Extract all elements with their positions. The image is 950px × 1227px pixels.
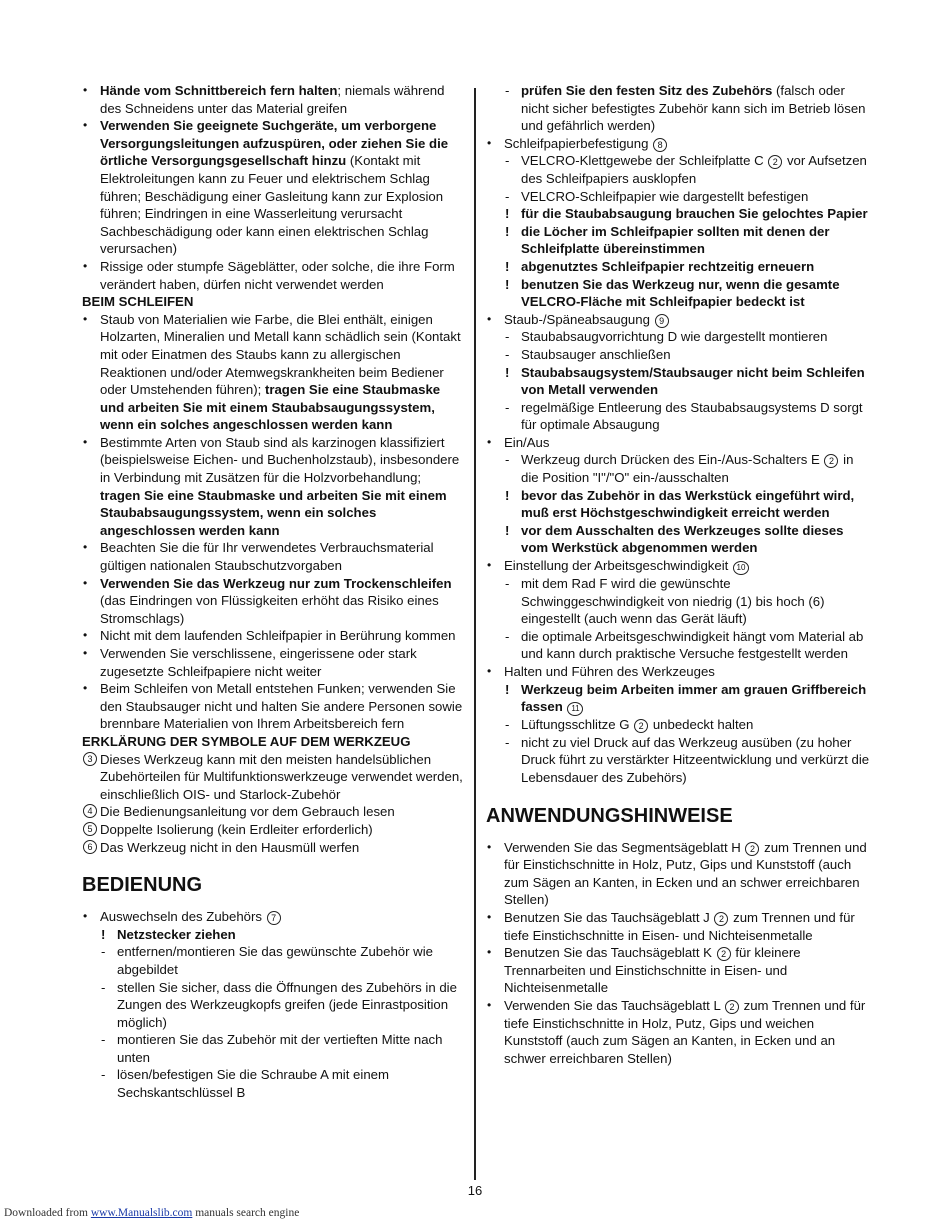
circled-number-icon: 8: [653, 138, 667, 152]
list-item: • Verwenden Sie das Tauchsägeblatt L 2 zum Trennen und für tiefe Einstichschnitte in Holz, Putz, Gips und weichen Kunststoff (auch zum Sägen an Kanten, in Ecken und an schwer erreichbaren Stellen): [487, 997, 866, 1066]
sub-item: - VELCRO-Schleifpapier wie dargestellt befestigen: [505, 188, 809, 204]
circled-number-icon: 3: [83, 752, 97, 766]
sub-item: ! abgenutztes Schleifpapier rechtzeitig erneuern: [505, 258, 815, 274]
sub-item: ! Werkzeug beim Arbeiten immer am grauen Griffbereich fassen 11: [505, 681, 867, 715]
circled-number-icon: 10: [733, 561, 749, 575]
list-item: • Benutzen Sie das Tauchsägeblatt J 2 zum Trennen und für tiefe Einstichschnitte in Eisen- und Nichteisenmetalle: [487, 909, 855, 943]
symbol-item: 4 Die Bedienungsanleitung vor dem Gebrauch lesen: [82, 803, 465, 821]
footer-link[interactable]: www.Manualslib.com: [90, 1207, 193, 1219]
sub-item: ! benutzen Sie das Werkzeug nur, wenn die gesamte VELCRO-Fläche mit Schleifpapier bedeckt ist: [505, 276, 840, 310]
circled-number-icon: 7: [267, 911, 281, 925]
circled-number-icon: 11: [567, 702, 583, 716]
list-item: • Ein/Aus: [487, 434, 550, 450]
list-item: • Schleifpapierbefestigung 8: [486, 135, 870, 153]
symbol-item: 6 Das Werkzeug nicht in den Hausmüll werfen: [82, 839, 465, 857]
list-item: • Hände vom Schnittbereich fern halten; niemals während des Schneidens unter das Material greifen: [83, 83, 445, 116]
list-item: • Bestimmte Arten von Staub sind als karzinogen klassifiziert (beispielsweise Eichen- und Buchenholzstaub), insbesondere in Verbindung mit Zusätzen für die Holzvorbehandlung; tragen Sie eine Staubmaske und arbeiten Sie mit einem Staubabsaugungssystem, wenn ein solches angeschlossen werden kann: [83, 434, 460, 538]
circled-number-icon: 6: [83, 840, 97, 854]
list-item: • Staub-/Späneabsaugung 9: [486, 311, 870, 329]
sub-item: ! für die Staubabsaugung brauchen Sie gelochtes Papier: [505, 206, 868, 222]
footer-suffix: manuals search engine: [192, 1207, 300, 1219]
sub-item: - montieren Sie das Zubehör mit der vertieften Mitte nach unten: [101, 1032, 443, 1065]
list-item: • Verwenden Sie das Segmentsägeblatt H 2 zum Trennen und für Einstichschnitte in Holz, Putz, Gips und Kunststoff (auch zum Sägen an Kanten, in Ecken und an schwer erreichbaren Stellen): [487, 839, 867, 908]
symbol-item: 3 Dieses Werkzeug kann mit den meisten handelsüblichen Zubehörteilen für Multifunktionswerkzeuge verwendet werden, einschließlich OIS- und Starlock-Zubehör: [82, 751, 465, 804]
section-heading-symbole: ERKLÄRUNG DER SYMBOLE AUF DEM WERKZEUG: [82, 733, 411, 749]
sub-item: - regelmäßige Entleerung des Staubabsaugsystems D sorgt für optimale Absaugung: [505, 399, 863, 433]
circled-number-icon: 2: [717, 947, 731, 961]
sub-item: - entfernen/montieren Sie das gewünschte Zubehör wie abgebildet: [101, 944, 433, 977]
footer-prefix: Downloaded from: [4, 1207, 91, 1219]
sub-item: - Staubabsaugvorrichtung D wie dargestellt montieren: [505, 329, 828, 345]
list-item: • Halten und Führen des Werkzeuges: [487, 664, 715, 679]
list-item: • Staub von Materialien wie Farbe, die Blei enthält, einigen Holzarten, Mineralien und Metall kann schädlich sein (Kontakt mit oder Einatmen des Staubs kann zu allergischen Reaktionen und/oder Atemwegskrankheiten beim Bediener oder Umstehenden führen); tragen Sie eine Staubmaske und arbeiten Sie mit einem Staubabsaugungssystem, wenn ein solches angeschlossen werden kann: [83, 311, 461, 433]
heading-anwendungshinweise: ANWENDUNGSHINWEISE: [486, 804, 733, 827]
sub-item: - stellen Sie sicher, dass die Öffnungen des Zubehörs in die Zungen des Werkzeugkopfs greifen (jede Einrastposition möglich): [101, 979, 457, 1030]
circled-number-icon: 5: [83, 822, 97, 836]
section-heading-beim-schleifen: BEIM SCHLEIFEN: [82, 294, 194, 310]
list-item: • Verwenden Sie geeignete Suchgeräte, um verborgene Versorgungsleitungen aufzuspüren, oder ziehen Sie die örtliche Versorgungsgesellschaft hinzu (Kontakt mit Elektroleitungen kann zu Feuer und elektrischem Schlag führen; Beschädigung einer Gasleitung kann zur Explosion führen; Eindringen in eine Wasserleitung verursacht Sachbeschädigung oder kann einen elektrischen Schlag verursachen): [83, 118, 449, 257]
page-number: 16: [467, 1183, 483, 1198]
symbol-item: 5 Doppelte Isolierung (kein Erdleiter erforderlich): [82, 821, 465, 839]
list-item: • Auswechseln des Zubehörs 7: [82, 908, 465, 926]
sub-item: - mit dem Rad F wird die gewünschte Schwinggeschwindigkeit von niedrig (1) bis hoch (6) eingestellt (auch wenn das Gerät läuft): [505, 576, 825, 627]
circled-number-icon: 2: [768, 155, 782, 169]
list-item: • Verwenden Sie das Werkzeug nur zum Trockenschleifen (das Eindringen von Flüssigkeiten erhöht das Risiko eines Stromschlags): [83, 575, 452, 626]
list-item: • Rissige oder stumpfe Sägeblätter, oder solche, die ihre Form verändert haben, dürfen nicht verwendet werden: [83, 258, 455, 292]
list-item: • Beachten Sie die für Ihr verwendetes Verbrauchsmaterial gültigen nationalen Staubschutzvorgaben: [83, 540, 434, 574]
heading-bedienung: BEDIENUNG: [82, 874, 203, 897]
sub-item: - nicht zu viel Druck auf das Werkzeug ausüben (zu hoher Druck führt zu verstärkter Hitzeentwicklung und verkürzt die Lebensdauer des Zubehörs): [505, 734, 870, 785]
right-column: [486, 82, 870, 1067]
list-item: • Verwenden Sie verschlissene, eingerissene oder stark zugesetzte Schleifpapiere nicht weiter: [83, 646, 417, 679]
circled-number-icon: 2: [745, 842, 759, 856]
sub-item: ! Staubabsaugsystem/Staubsauger nicht beim Schleifen von Metall verwenden: [505, 364, 865, 398]
list-item: • Nicht mit dem laufenden Schleifpapier in Berührung kommen: [83, 628, 456, 644]
list-item: • Beim Schleifen von Metall entstehen Funken; verwenden Sie den Staubsauger nicht und halten Sie andere Personen sowie brennbare Materialien von Ihrem Arbeitsbereich fern: [83, 681, 463, 732]
sub-item: - VELCRO-Klettgewebe der Schleifplatte C 2 vor Aufsetzen des Schleifpapiers ausklopfen: [505, 153, 867, 186]
sub-item: - lösen/befestigen Sie die Schraube A mit einem Sechskantschlüssel B: [101, 1067, 389, 1101]
left-column: [82, 82, 465, 1102]
sub-item: - die optimale Arbeitsgeschwindigkeit hängt vom Material ab und kann durch praktische Versuche festgestellt werden: [505, 628, 864, 662]
list-item: • Einstellung der Arbeitsgeschwindigkeit 10: [486, 557, 870, 575]
sub-item: - Lüftungsschlitze G 2 unbedeckt halten: [505, 717, 754, 733]
list-item: • Benutzen Sie das Tauchsägeblatt K 2 für kleinere Trennarbeiten und Einstichschnitte in Eisen- und Nichteisenmetalle: [487, 945, 801, 996]
circled-number-icon: 2: [824, 454, 838, 468]
sub-item: - Staubsauger anschließen: [505, 346, 671, 362]
sub-item: ! vor dem Ausschalten des Werkzeuges sollte dieses vom Werkstück abgenommen werden: [505, 522, 844, 556]
sub-item: - Werkzeug durch Drücken des Ein-/Aus-Schalters E 2 in die Position "I"/"O" ein-/ausschalten: [505, 452, 854, 486]
footer: [4, 1207, 299, 1219]
column-divider: [474, 88, 476, 1180]
circled-number-icon: 2: [725, 1000, 739, 1014]
circled-number-icon: 9: [655, 314, 669, 328]
circled-number-icon: 4: [83, 804, 97, 818]
sub-item: - prüfen Sie den festen Sitz des Zubehörs (falsch oder nicht sicher befestigtes Zubehör kann sich im Betrieb lösen und gefährlich werden): [505, 83, 866, 134]
sub-item: ! Netzstecker ziehen: [101, 926, 236, 942]
sub-item: ! die Löcher im Schleifpapier sollten mit denen der Schleifplatte übereinstimmen: [505, 223, 830, 257]
circled-number-icon: 2: [714, 912, 728, 926]
circled-number-icon: 2: [634, 719, 648, 733]
sub-item: ! bevor das Zubehör in das Werkstück eingeführt wird, muß erst Höchstgeschwindigkeit erreicht werden: [505, 487, 855, 521]
